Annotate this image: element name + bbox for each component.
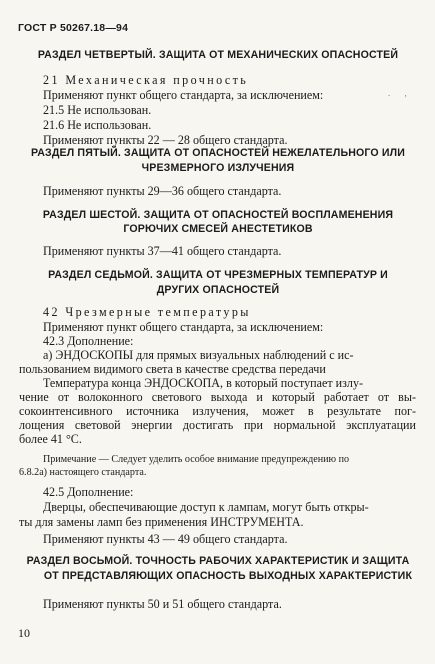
section-7-line-12: ты для замены ламп без применения ИНСТРУМЕНТА. [19,515,304,529]
section-7-line-2: 42.3 Дополнение: [43,334,134,348]
section-4-line-3: 21.6 Не использован. [43,118,152,132]
document-code: ГОСТ Р 50267.18—94 [18,22,129,34]
section-4-line-2: 21.5 Не использован. [43,103,152,117]
section-8-text: Применяют пункты 50 и 51 общего стандарта. [43,597,282,611]
section-7-title-line-2: ДРУГИХ ОПАСНОСТЕЙ [156,284,280,296]
section-8-title-line-2: ОТ ПРЕДСТАВЛЯЮЩИХ ОПАСНОСТЬ ВЫХОДНЫХ ХАРАКТЕРИСТИК [43,570,413,582]
margin-marks: . , [388,88,413,98]
section-7-line-3: а) ЭНДОСКОПЫ для прямых визуальных наблюдений с ис- [43,348,354,362]
item-21-heading: 21 Механическая прочность [43,73,249,87]
section-7-line-5: Температура конца ЭНДОСКОПА, в который поступает излу- [43,376,364,390]
section-6-title-line-2: ГОРЮЧИХ СМЕСЕЙ АНЕСТЕТИКОВ [123,223,313,235]
section-5-title-line-1: РАЗДЕЛ ПЯТЫЙ. ЗАЩИТА ОТ ОПАСНОСТЕЙ НЕЖЕЛАТЕЛЬНОГО ИЛИ [30,147,406,159]
note-line-1: Примечание — Следует уделить особое внимание предупреждению по [43,454,350,465]
section-7-line-9: более 41 °С. [19,432,82,446]
section-7-line-1: Применяют пункт общего стандарта, за исключением: [43,320,324,334]
note-line-2: 6.8.2а) настоящего стандарта. [19,467,147,478]
page-number: 10 [18,626,30,640]
section-7-line-4: пользованием видимого света в качестве средства передачи [19,362,326,376]
section-5-title-line-2: ЧРЕЗМЕРНОГО ИЗЛУЧЕНИЯ [141,162,295,174]
section-7-line-6: чение от волоконного светового выхода и который работает от вы- [19,390,416,404]
section-7-line-10: 42.5 Дополнение: [43,485,134,499]
section-4-line-4: Применяют пункты 22 — 28 общего стандарта. [43,133,288,147]
section-4-line-1: Применяют пункт общего стандарта, за исключением: [43,88,324,102]
section-6-title-line-1: РАЗДЕЛ ШЕСТОЙ. ЗАЩИТА ОТ ОПАСНОСТЕЙ ВОСПЛАМЕНЕНИЯ [42,209,394,221]
section-6-text: Применяют пункты 37—41 общего стандарта. [43,244,282,258]
section-7-line-11: Дверцы, обеспечивающие доступ к лампам, могут быть откры- [43,500,369,514]
section-5-text: Применяют пункты 29—36 общего стандарта. [43,184,282,198]
section-8-title-line-1: РАЗДЕЛ ВОСЬМОЙ. ТОЧНОСТЬ РАБОЧИХ ХАРАКТЕРИСТИК И ЗАЩИТА [26,555,410,567]
section-7-line-13: Применяют пункты 43 — 49 общего стандарта. [43,532,288,546]
section-7-title-line-1: РАЗДЕЛ СЕДЬМОЙ. ЗАЩИТА ОТ ЧРЕЗМЕРНЫХ ТЕМПЕРАТУР И [48,269,388,281]
section-7-line-7: сокоинтенсивного источника излучения, может в результате пог- [19,404,416,418]
section-4-title: РАЗДЕЛ ЧЕТВЕРТЫЙ. ЗАЩИТА ОТ МЕХАНИЧЕСКИХ ОПАСНОСТЕЙ [37,49,399,61]
item-42-heading: 42 Чрезмерные температуры [43,305,251,319]
section-7-line-8: лощения световой энергии достигать при нормальной эксплуатации [19,418,416,432]
